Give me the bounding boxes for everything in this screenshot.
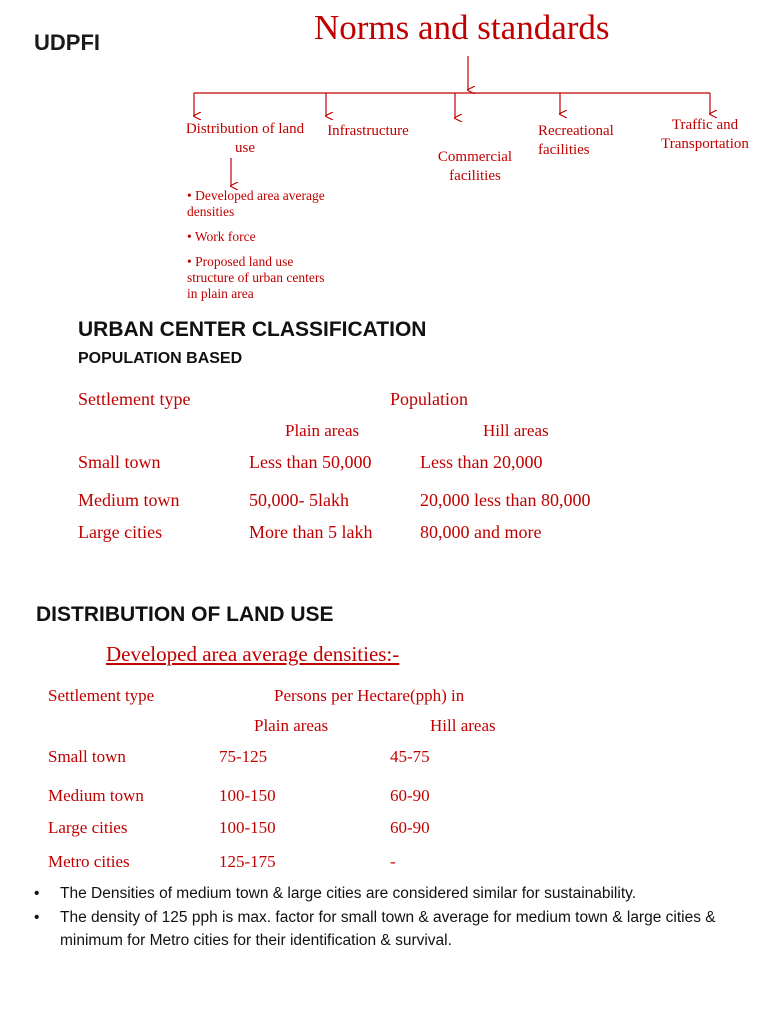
- table-row-type: Small town: [48, 747, 126, 766]
- classification-subheading: POPULATION BASED: [78, 350, 243, 367]
- col-population: Population: [390, 389, 469, 409]
- land-use-sub-items: [187, 188, 337, 311]
- table-row-plain: 50,000- 5lakh: [249, 490, 349, 510]
- node-traffic: Traffic and Transportation: [661, 117, 749, 152]
- table-row-plain: More than 5 lakh: [249, 522, 373, 542]
- sub-item: • Proposed land use structure of urban centers in plain area: [187, 254, 325, 301]
- table-row-type: Small town: [78, 452, 161, 472]
- sub-plain-areas: Plain areas: [254, 716, 329, 735]
- classification-heading: URBAN CENTER CLASSIFICATION: [78, 318, 427, 341]
- page-label: UDPFI: [34, 30, 100, 55]
- col-settlement-type: Settlement type: [78, 389, 191, 409]
- table-row-plain: 75-125: [219, 747, 268, 766]
- table-row-hill: 60-90: [390, 786, 430, 805]
- sub-item: • Work force: [187, 229, 256, 244]
- node-land-use: Distribution of land use: [185, 121, 305, 156]
- table-row-plain: Less than 50,000: [249, 452, 372, 472]
- bullet-icon: •: [34, 909, 40, 926]
- bullet-icon: •: [34, 885, 40, 902]
- table-row-type: Metro cities: [48, 852, 130, 871]
- table-row-plain: 100-150: [219, 818, 276, 837]
- table-row-hill: -: [390, 852, 396, 871]
- table-row-hill: 20,000 less than 80,000: [420, 490, 591, 510]
- node-recreational: Recreational facilities: [538, 123, 614, 158]
- sub-item: • Developed area average densities: [187, 188, 325, 219]
- table-row-hill: 80,000 and more: [420, 522, 542, 542]
- table-row-plain: 125-175: [219, 852, 276, 871]
- table-row-type: Medium town: [48, 786, 144, 805]
- table-row-type: Large cities: [48, 818, 128, 837]
- table-row-type: Large cities: [78, 522, 163, 542]
- note-item: • The Densities of medium town & large cities are considered similar for sustainability.: [34, 882, 734, 905]
- table-row-hill: Less than 20,000: [420, 452, 543, 472]
- col-pph: Persons per Hectare(pph) in: [274, 686, 465, 705]
- tree-connectors: [0, 0, 768, 200]
- node-commercial: Commercial facilities: [437, 149, 513, 184]
- table-row-plain: 100-150: [219, 786, 276, 805]
- table-row-hill: 45-75: [390, 747, 430, 766]
- sub-plain-areas: Plain areas: [285, 421, 360, 440]
- node-infrastructure: Infrastructure: [327, 123, 409, 139]
- col-settlement-type: Settlement type: [48, 686, 155, 705]
- page-title: Norms and standards: [314, 8, 610, 47]
- table-row-hill: 60-90: [390, 818, 430, 837]
- notes-list: [34, 882, 734, 953]
- land-use-heading: DISTRIBUTION OF LAND USE: [36, 603, 334, 626]
- land-use-subtitle: Developed area average densities:-: [106, 642, 400, 666]
- sub-hill-areas: Hill areas: [483, 421, 549, 440]
- sub-hill-areas: Hill areas: [430, 716, 496, 735]
- note-item: • The density of 125 pph is max. factor for small town & average for medium town & large cities & minimum for Metro cities for their identification & survival.: [34, 906, 734, 952]
- table-row-type: Medium town: [78, 490, 180, 510]
